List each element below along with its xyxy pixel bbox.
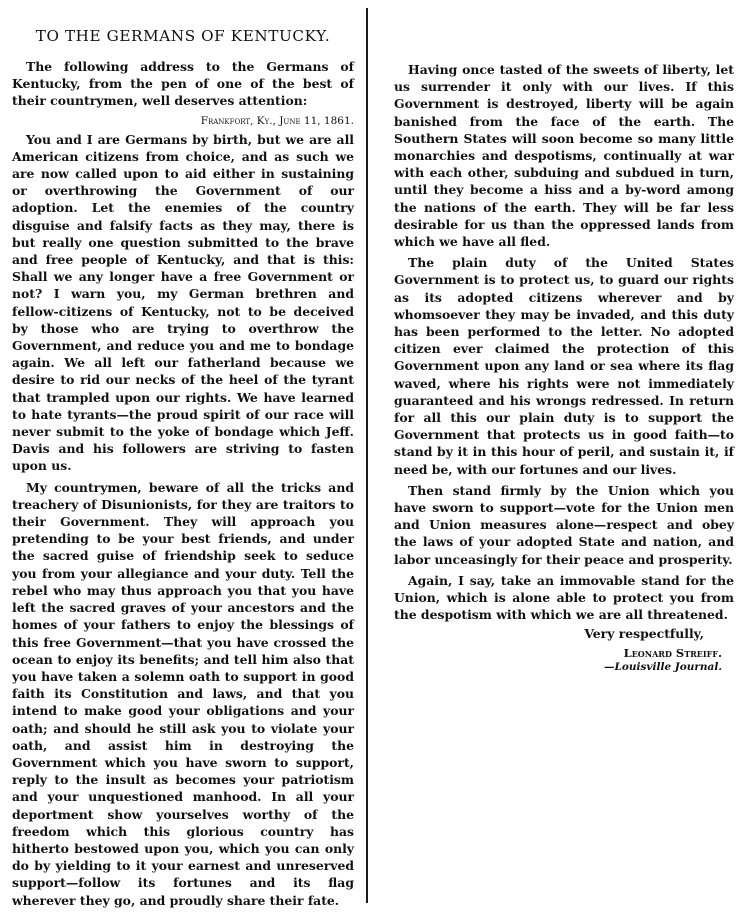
article-headline: TO THE GERMANS OF KENTUCKY. (35, 27, 331, 45)
paragraph-5: Then stand firmly by the Union which you have sworn to support—vote for the Union men and Union measures alone—respect and obey the laws of your adopted State and nation, and labor unceasingly for their peace and prosperity. (394, 482, 734, 567)
article-intro: The following address to the Germans of Kentucky, from the pen of one of the best of their countrymen, well deserves attention: (12, 59, 354, 109)
paragraph-6: Again, I say, take an immovable stand for the Union, which is alone able to protect you from the despotism with which we are all threatened. (394, 572, 734, 623)
paragraph-1: You and I are Germans by birth, but we are all American citizens from choice, and as such we are now called upon to aid either in sustaining or overthrowing the Government of our adoption. Let the enemies of the country disguise and falsify facts as they may, there is but really one question submitted to the brave and free people of Kentucky, and that is this: Shall we any longer have a free Government or not? I warn you, my German brethren and fellow-citizens of Kentucky, not to be deceived by those who are trying to overthrow the Government, and reduce you and me to bondage again. We all left our fatherland because we desire to rid our necks of the heel of the tyrant that trampled upon our rights. We have learned to hate tyrants—the proud spirit of our race will never submit to the yoke of bondage which Jeff. Davis and his followers are striving to fasten upon us. (12, 131, 354, 474)
right-column (386, 14, 734, 903)
author-signature: Leonard Streiff. (623, 645, 722, 660)
source-credit: —Louisville Journal. (603, 660, 722, 673)
paragraph-3: Having once tasted of the sweets of liberty, let us surrender it only with our lives. If this Government is destroyed, liberty will be again banished from the face of the earth. The Southern States will soon become so many little monarchies and despotisms, continually at war with each other, subduing and subdued in turn, until they become a hiss and a by-word among the nations of the earth. They will be far less desirable for us than the oppressed lands from which we have all fled. (394, 62, 734, 250)
article-dateline: Frankfort, Ky., June 11, 1861. (200, 114, 354, 127)
paragraph-4: The plain duty of the United States Government is to protect us, to guard our rights as its adopted citizens wherever and by whomsoever they may be invaded, and this duty has been performed to the letter. No adopted citizen ever claimed the protection of this Government upon any land or sea where its flag waved, where his rights were not immediately guaranteed and his wrongs redressed. In return for all this our plain duty is to support the Government that protects us in good faith—to stand by it in this hour of peril, and sustain it, if need be, with our fortunes and our lives. (394, 255, 734, 477)
column-divider (366, 8, 368, 903)
left-column (12, 14, 360, 908)
closing-line: Very respectfully, (584, 625, 704, 641)
paragraph-2: My countrymen, beware of all the tricks and treachery of Disunionists, for they are traitors to their Government. They will approach you pretending to be your best friends, and under the sacred guise of friendship seek to seduce you from your allegiance and your duty. Tell the rebel who may thus approach you that you have left the sacred graves of your ancestors and the homes of your fathers to enjoy the blessings of this free Government—that you have crossed the ocean to enjoy its benefits; and tell him also that you have taken a solemn oath to support in good faith its Constitution and laws, and that you intend to make good your obligations and your oath; and should he still ask you to violate your oath, and assist him in destroying the Government which you have sworn to support, reply to the insult as becomes your patriotism and your unquestioned manhood. In all your deportment show yourselves worthy of the freedom which this glorious country has hitherto bestowed upon you, which you can only do by yielding to it your earnest and unreserved support—follow its fortunes and its flag wherever they go, and proudly share their fate. (12, 479, 354, 908)
